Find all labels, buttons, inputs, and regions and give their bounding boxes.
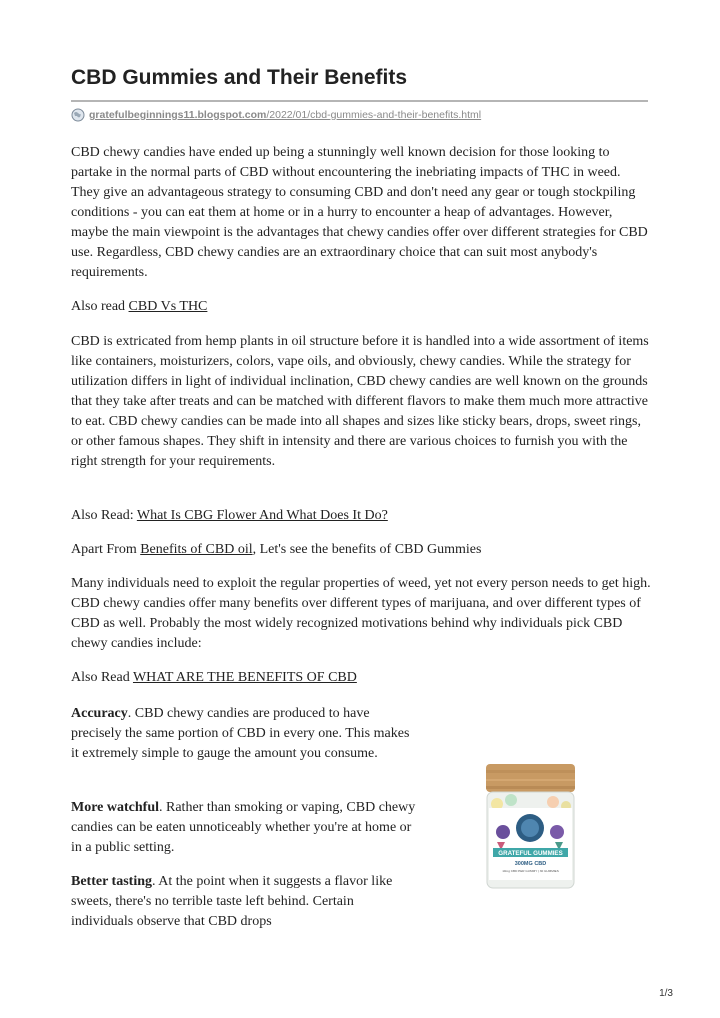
benefits-of-cbd-link[interactable]: WHAT ARE THE BENEFITS OF CBD: [132, 670, 357, 685]
apart-from-prefix: Apart From: [71, 542, 141, 557]
jar-brand-text: GRATEFUL GUMMIES: [498, 850, 563, 857]
jar-strength-text: 300MG CBD: [514, 861, 547, 867]
tasting-item: [71, 872, 416, 932]
also-read-benefits-cbd: [71, 668, 651, 688]
page-number: 1/3: [659, 988, 673, 999]
accuracy-text: . CBD chewy candies are produced to have precisely the same portion of CBD in every one. This makes it extremely simple to gauge the amount you consume.: [71, 706, 410, 761]
extraction-paragraph: CBD is extricated from hemp plants in oil structure before it is handled into a wide assortment of items like containers, moisturizers, colors, vape oils, and obviously, chewy candies. While the strategy for utilization differs in light of individual inclination, CBD chewy candies are well known on the grounds that they take after treats and can be matched with different flavors to make them much more attractive to eat. CBD chewy candies can be made into all shapes and sizes like sticky bears, drops, sweet rings, or other famous shapes. They shift in intensity and there are various choices to furnish you with the right strength for your requirements.: [71, 334, 649, 469]
title-divider: [71, 100, 648, 102]
benefits-cbd-oil-link[interactable]: Benefits of CBD oil: [140, 542, 253, 557]
accuracy-item: [71, 704, 416, 764]
apart-from-suffix: , Let's see the benefits of CBD Gummies: [252, 542, 482, 557]
source-url[interactable]: [71, 107, 481, 123]
watchful-text: . Rather than smoking or vaping, CBD chewy candies can be eaten unnoticeably whether you're at home or in a public setting.: [71, 800, 416, 855]
page-title: CBD Gummies and Their Benefits: [71, 66, 408, 89]
also-read-cbd-vs-thc: [71, 297, 651, 317]
watchful-item: [71, 798, 416, 858]
also-read-label: Also Read: [71, 670, 133, 685]
intro-paragraph: CBD chewy candies have ended up being a stunningly well known decision for those looking to partake in the normal parts of CBD without encountering the inebriating impacts of THC in weed. They give an advantageous strategy to consuming CBD and don't need any gear or tough stockpiling conditions - you can eat them at home or in a hurry to encounter a heap of advantages. However, maybe the main viewpoint is the advantages that chewy candies offer over different strategies for CBD use. Regardless, CBD chewy candies are an extraordinary choice that can suit most anybody's requirements.: [71, 145, 648, 280]
benefits-intro-paragraph: Many individuals need to exploit the regular properties of weed, yet not every person needs to get high. CBD chewy candies offer many benefits over different types of marijuana, and over different types of CBD as well. Probably the most widely recognized motivations behind why individuals pick CBD chewy candies include:: [71, 576, 651, 651]
also-read-label: Also Read:: [71, 508, 137, 523]
cbd-vs-thc-link[interactable]: CBD Vs THC: [128, 299, 208, 314]
source-domain[interactable]: gratefulbeginnings11.blogspot.com: [89, 109, 267, 121]
gummies-jar-image: [483, 762, 578, 892]
tasting-text: . At the point when it suggests a flavor like sweets, there's no terrible taste left behind. Certain individuals observe that CBD drops: [71, 874, 393, 929]
source-path[interactable]: /2022/01/cbd-gummies-and-their-benefits.html: [266, 109, 482, 121]
watchful-lead: More watchful: [71, 800, 159, 815]
globe-icon: [71, 108, 85, 122]
also-read-cbg-flower: [71, 506, 651, 526]
accuracy-lead: Accuracy: [71, 706, 128, 721]
cbg-flower-link[interactable]: What Is CBG Flower And What Does It Do?: [136, 508, 388, 523]
tasting-lead: Better tasting: [71, 874, 152, 889]
jar-detail-text: 10mg CBD PER GUMMY | 30 GUMMIES: [502, 869, 559, 873]
apart-from-line: [71, 540, 651, 560]
also-read-label: Also read: [71, 299, 129, 314]
